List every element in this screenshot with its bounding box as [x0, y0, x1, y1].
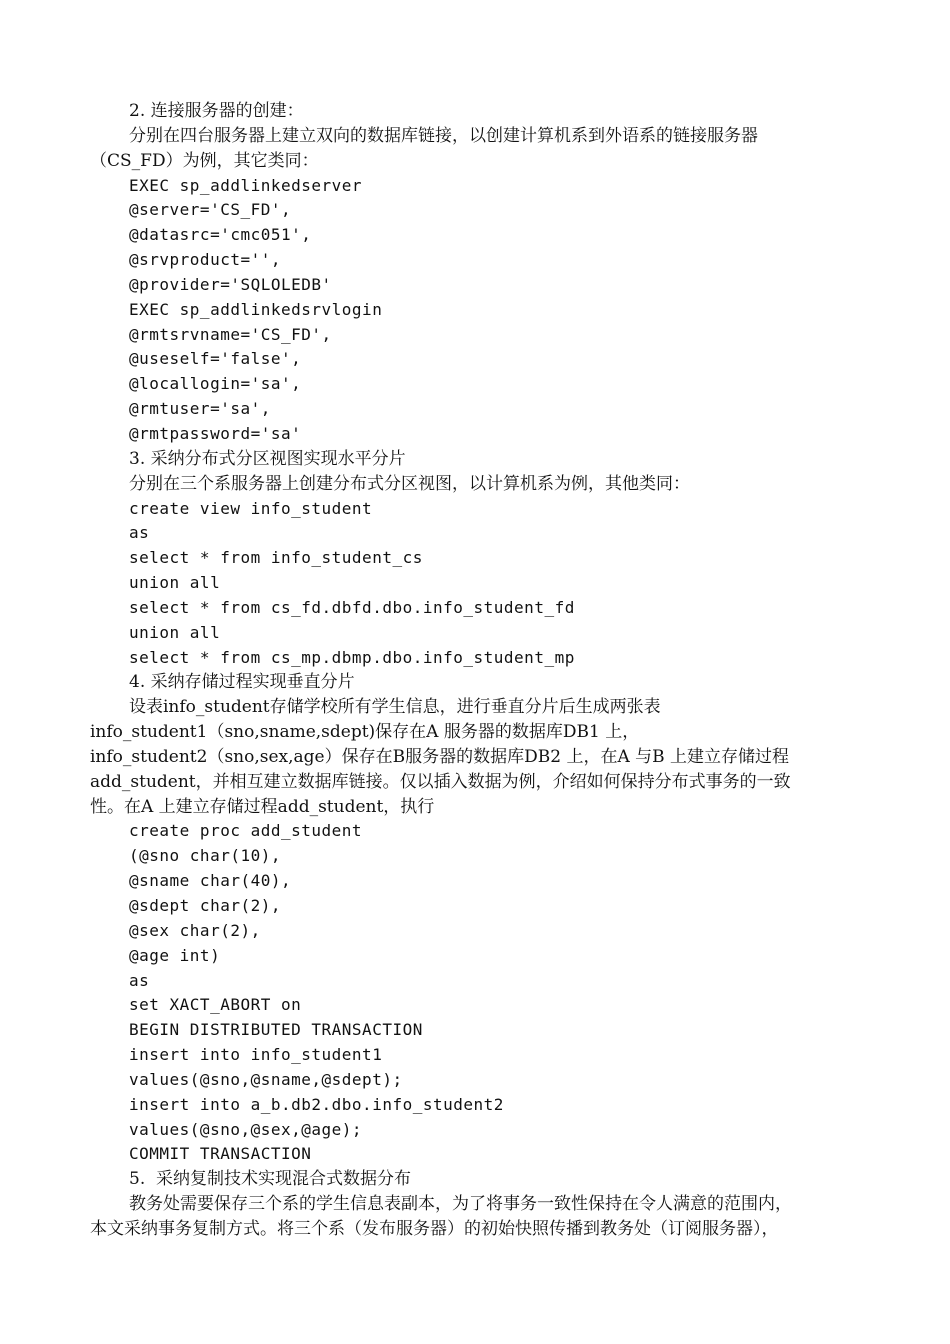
- code-line: @sname char(40),: [129, 871, 292, 891]
- code-line: EXEC sp_addlinkedserver: [129, 175, 363, 195]
- text-line: 分别在三个系服务器上创建分布式分区视图，以计算机系为例，其他类同：: [129, 473, 690, 494]
- code-line: select * from cs_fd.dbfd.dbo.info_student_fd: [129, 597, 575, 617]
- text-line: info_student1（sno,sname,sdept)保存在A 服务器的数据库DB1 上，: [90, 722, 640, 743]
- code-line: EXEC sp_addlinkedsrvlogin: [129, 299, 383, 319]
- code-line: @age int): [129, 945, 221, 965]
- section-heading: 3. 采纳分布式分区视图实现水平分片: [129, 448, 406, 469]
- code-line: (@sno char(10),: [129, 846, 281, 866]
- code-line: @srvproduct='',: [129, 250, 281, 270]
- document-body: [0, 99, 950, 1242]
- text-line: 设表info_student存储学校所有学生信息，进行垂直分片后生成两张表: [129, 697, 661, 718]
- text-line: （CS_FD）为例，其它类同：: [90, 150, 319, 171]
- code-line: @sex char(2),: [129, 920, 261, 940]
- code-line: BEGIN DISTRIBUTED TRANSACTION: [129, 1020, 423, 1040]
- section-heading: 4. 采纳存储过程实现垂直分片: [129, 672, 355, 693]
- text-line: info_student2（sno,sex,age）保存在B服务器的数据库DB2 上，在A 与B 上建立存储过程: [90, 746, 790, 767]
- code-line: create proc add_student: [129, 821, 363, 841]
- code-line: as: [129, 523, 150, 543]
- code-line: union all: [129, 622, 221, 642]
- code-line: @rmtpassword='sa': [129, 423, 302, 443]
- code-line: @sdept char(2),: [129, 896, 281, 915]
- code-line: as: [129, 970, 150, 990]
- code-line: @provider='SQLOLEDB': [129, 274, 332, 294]
- text-line: 性。在A 上建立存储过程add_student，执行: [90, 796, 435, 817]
- section-heading: 2. 连接服务器的创建：: [129, 101, 304, 121]
- section-heading: 5. 采纳复制技术实现混合式数据分布: [129, 1169, 412, 1190]
- text-line: add_student，并相互建立数据库链接。仅以插入数据为例，介绍如何保持分布式事务的一致: [90, 771, 791, 792]
- code-line: @datasrc='cmc051',: [129, 225, 312, 245]
- code-line: @rmtsrvname='CS_FD',: [129, 324, 332, 344]
- code-line: @server='CS_FD',: [129, 200, 292, 220]
- text-line: 教务处需要保存三个系的学生信息表副本，为了将事务一致性保持在令人满意的范围内，: [129, 1194, 792, 1215]
- code-line: values(@sno,@sname,@sdept);: [129, 1069, 403, 1089]
- code-line: COMMIT TRANSACTION: [129, 1144, 312, 1164]
- code-line: @locallogin='sa',: [129, 374, 302, 394]
- code-line: create view info_student: [129, 498, 373, 518]
- code-line: union all: [129, 573, 221, 593]
- code-line: @rmtuser='sa',: [129, 399, 271, 419]
- code-line: set XACT_ABORT on: [129, 995, 302, 1015]
- code-line: @useself='false',: [129, 349, 302, 369]
- code-line: insert into info_student1: [129, 1045, 383, 1065]
- code-line: select * from info_student_cs: [129, 548, 423, 568]
- code-line: values(@sno,@sex,@age);: [129, 1119, 363, 1139]
- code-line: select * from cs_mp.dbmp.dbo.info_student_mp: [129, 647, 575, 667]
- code-line: insert into a_b.db2.dbo.info_student2: [129, 1094, 504, 1114]
- text-line: 分别在四台服务器上建立双向的数据库链接，以创建计算机系到外语系的链接服务器: [129, 125, 758, 146]
- text-line: 本文采纳事务复制方式。将三个系（发布服务器）的初始快照传播到教务处（订阅服务器），: [90, 1218, 779, 1239]
